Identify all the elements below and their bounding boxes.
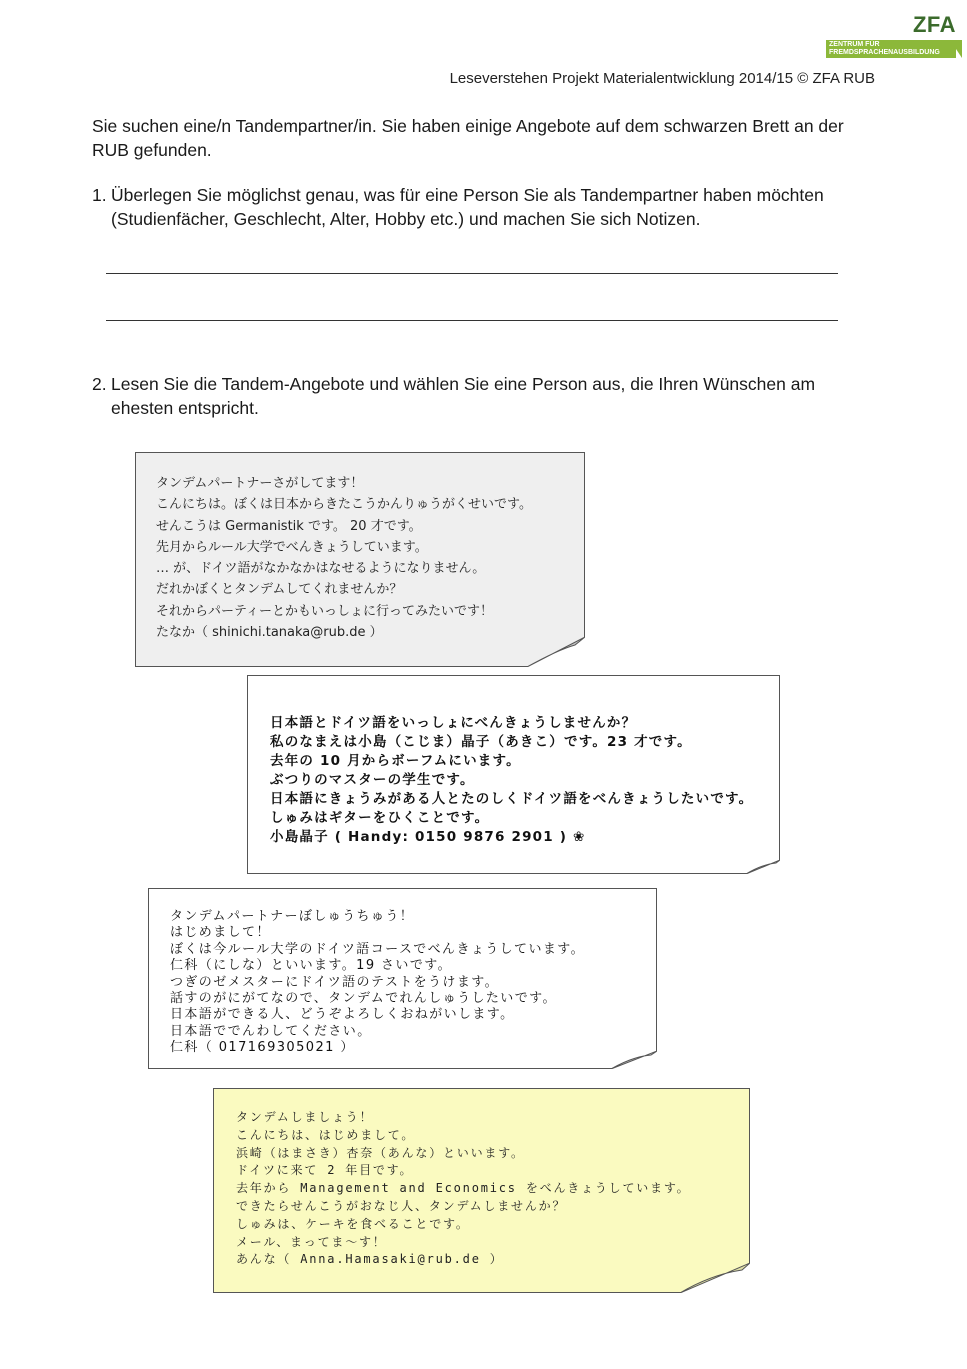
note-line: タンデムしましょう！ (236, 1110, 374, 1124)
note-line: タンデムパートナーぼしゅうちゅう！ (170, 909, 415, 924)
tandem-offer-note (135, 452, 585, 667)
note-line: それからパーティーとかもいっしょに行ってみたいです！ (156, 603, 493, 619)
note-line: 日本語とドイツ語をいっしょにべんきょうしませんか？ (270, 715, 637, 731)
note-line: 先月からルール大学でべんきょうしています。 (156, 539, 428, 555)
note-line: はじめまして！ (170, 925, 271, 941)
tandem-offer-note (247, 675, 780, 874)
page-curl-icon (746, 860, 780, 874)
note-line: こんにちは、はじめまして。 (236, 1127, 416, 1142)
task-text: Lesen Sie die Tandem-Angebote und wählen Sie eine Person aus, die Ihren Wünschen am ehesten entspricht. (111, 374, 816, 418)
logo-text: ZFA (912, 12, 956, 37)
note-line: あんな（ Anna.Hamasaki@rub.de ） (236, 1252, 504, 1267)
note-text (236, 1109, 690, 1269)
note-text (156, 473, 532, 643)
note-line: ぶつりのマスターの学生です。 (270, 772, 475, 788)
note-line: … が、ドイツ語がなかなかはなせるようになりません。 (156, 561, 486, 577)
notes-line (106, 273, 838, 274)
tandem-offer-note (148, 888, 657, 1069)
note-line: 日本語ができる人、どうぞよろしくおねがいします。 (170, 1007, 515, 1023)
note-line: つぎのゼメスターにドイツ語のテストをうけます。 (170, 974, 499, 990)
note-line: 浜崎（はまさき）杏奈（あんな）といいます。 (236, 1145, 525, 1160)
task-2 (92, 372, 882, 420)
tandem-offer-note (213, 1088, 750, 1293)
note-line: こんにちは。ぼくは日本からきたこうかんりゅうがくせいです。 (156, 497, 532, 513)
note-line: 話すのがにがてなので、タンデムでれんしゅうしたいです。 (170, 991, 557, 1007)
note-line: しゅみはギターをひくことです。 (270, 810, 490, 826)
note-line: せんこうは Germanistik です。 20 才です。 (156, 518, 422, 534)
note-line: 私のなまえは小島（こじま）晶子（あきこ）です。23 才です。 (270, 734, 692, 750)
note-line: 去年の 10 月からボーフムにいます。 (270, 753, 521, 769)
note-line: 日本語にきょうみがある人とたのしくドイツ語をべんきょうしたいです。 (270, 791, 754, 807)
task-number: 2. (92, 374, 107, 394)
intro-paragraph: Sie suchen eine/n Tandempartner/in. Sie haben einige Angebote auf dem schwarzen Brett an der RUB gefunden. (92, 116, 844, 160)
note-line: 小島晶子 ( Handy: 0150 9876 2901 ) ❀ (270, 829, 586, 845)
page-curl-icon (611, 1051, 657, 1069)
note-line: たなか（ shinichi.tanaka@rub.de ） (156, 625, 383, 641)
task-1 (92, 183, 882, 231)
note-line: メール、まってま～す！ (236, 1234, 387, 1249)
page-curl-icon (680, 1263, 750, 1293)
page-header: Leseverstehen Projekt Materialentwicklung 2014/15 © ZFA RUB (449, 70, 875, 87)
note-line: 日本語ででんわしてください。 (170, 1023, 372, 1039)
task-text: Überlegen Sie möglichst genau, was für eine Person Sie als Tandempartner haben möchten (Studienfächer, Geschlecht, Alter, Hobby etc.) und machen Sie sich Notizen. (111, 185, 824, 229)
note-line: 仁科（ 017169305021 ） (170, 1040, 355, 1056)
logo-subtitle: ZENTRUM FÜR FREMDSPRACHENAUSBILDUNG (826, 40, 956, 58)
note-line: しゅみは、ケーキを食べることです。 (236, 1216, 470, 1231)
page-curl-icon (527, 637, 585, 667)
note-text (270, 714, 753, 847)
note-line: ぼくは今ルール大学のドイツ語コースでべんきょうしています。 (170, 941, 586, 957)
note-line: 仁科（にしな）といいます。19 さいです。 (170, 958, 452, 974)
logo-flag-tip (950, 40, 962, 58)
zfa-logo (826, 12, 962, 62)
note-line: 去年から Management and Economics をべんきょうしています。 (236, 1181, 691, 1196)
notes-line (106, 320, 838, 321)
task-number: 1. (92, 185, 107, 205)
note-line: タンデムパートナーさがしてます！ (156, 476, 364, 491)
note-line: できたらせんこうがおなじ人、タンデムしませんか？ (236, 1198, 567, 1213)
note-text (170, 909, 585, 1057)
note-line: ドイツに来て 2 年目です。 (236, 1163, 414, 1178)
note-line: だれかぼくとタンデムしてくれませんか？ (156, 582, 403, 598)
